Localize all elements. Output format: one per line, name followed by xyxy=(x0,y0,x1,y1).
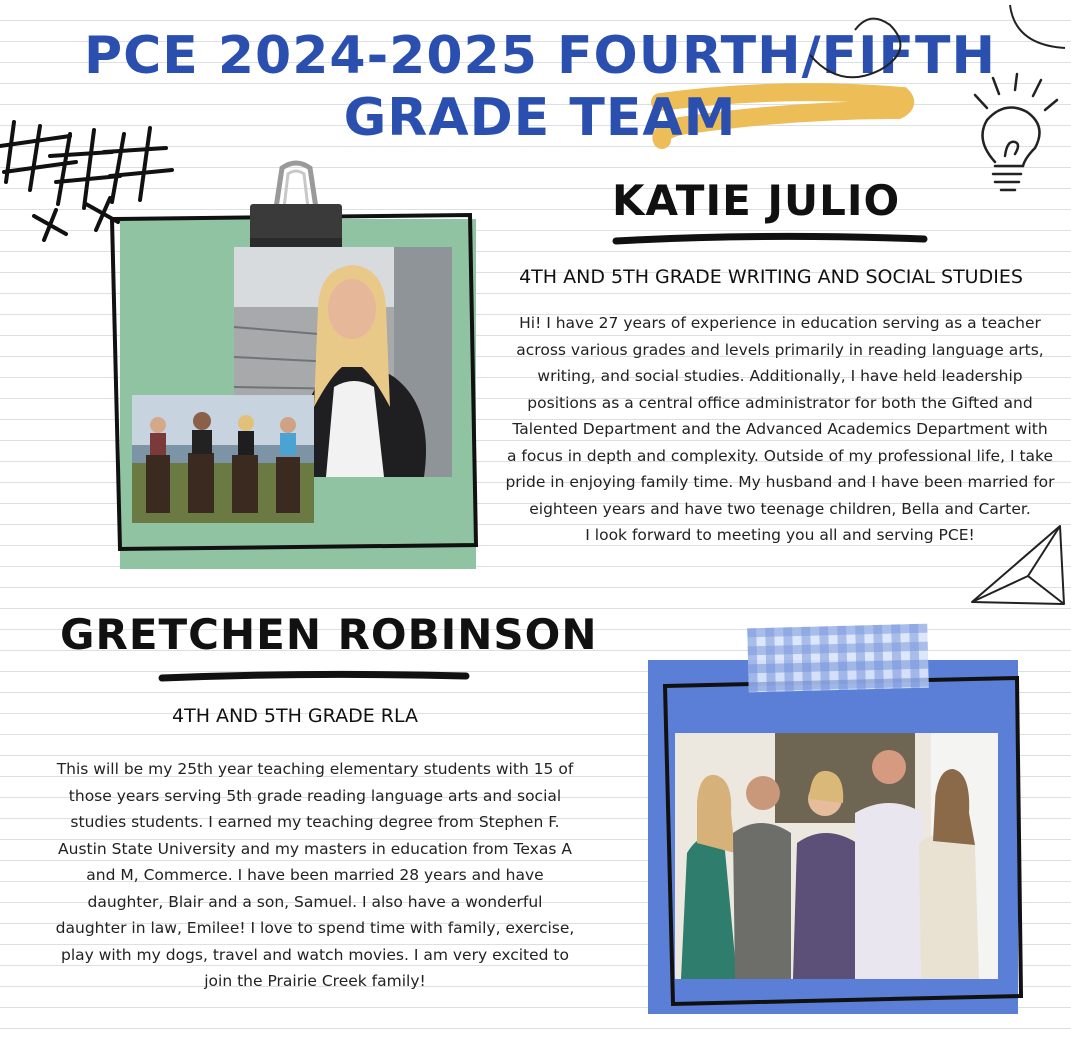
name-underline-stroke xyxy=(158,668,470,686)
teacher-name-gretchen: GRETCHEN ROBINSON xyxy=(60,610,598,659)
binder-clip-icon xyxy=(248,160,344,252)
bio-line: those years serving 5th grade reading language arts and social xyxy=(68,786,562,805)
page-title-line-1: PCE 2024-2025 FOURTH/FIFTH xyxy=(83,26,997,86)
gretchen-family-photo xyxy=(675,733,998,979)
bio-line: writing, and social studies. Additionally, I have held leadership xyxy=(537,367,1023,385)
bio-line: play with my dogs, travel and watch movies. I am very excited to xyxy=(60,945,569,964)
teacher-name-katie: KATIE JULIO xyxy=(612,176,901,225)
bio-line: daughter, Blair and a son, Samuel. I also have a wonderful xyxy=(87,892,543,911)
teacher-bio-gretchen xyxy=(10,756,620,995)
bio-line: positions as a central office administrator for both the Gifted and xyxy=(527,393,1033,412)
bio-line: Talented Department and the Advanced Academics Department with xyxy=(512,420,1048,438)
bio-line: I look forward to meeting you all and serving PCE! xyxy=(585,526,975,544)
teacher-role-gretchen: 4TH AND 5TH GRADE RLA xyxy=(172,705,418,727)
bio-line: and M, Commerce. I have been married 28 years and have xyxy=(86,866,544,884)
bio-line: Hi! I have 27 years of experience in education serving as a teacher xyxy=(519,314,1041,332)
page-title-line-2: GRADE TEAM xyxy=(343,88,737,148)
teacher-bio-katie xyxy=(490,310,1070,549)
bio-line: join the Prairie Creek family! xyxy=(204,972,426,990)
bio-line: studies students. I earned my teaching degree from Stephen F. xyxy=(70,813,560,831)
washi-tape xyxy=(747,624,929,693)
bio-line: daughter in law, Emilee! I love to spend time with family, exercise, xyxy=(55,919,575,937)
bio-line: pride in enjoying family time. My husband and I have been married for xyxy=(505,473,1055,491)
bio-line: This will be my 25th year teaching elementary students with 15 of xyxy=(56,760,574,778)
name-underline-stroke xyxy=(612,229,928,247)
katie-family-horses-photo xyxy=(132,395,314,523)
bio-line: Austin State University and my masters in education from Texas A xyxy=(58,839,572,858)
paper-airplane-icon xyxy=(968,520,1068,610)
bio-line: across various grades and levels primarily in reading language arts, xyxy=(516,340,1044,359)
bio-line: a focus in depth and complexity. Outside of my professional life, I take xyxy=(507,446,1053,465)
teacher-role-katie: 4TH AND 5TH GRADE WRITING AND SOCIAL STUDIES xyxy=(519,266,1023,288)
bio-line: eighteen years and have two teenage children, Bella and Carter. xyxy=(529,499,1031,518)
lightbulb-icon xyxy=(965,70,1065,200)
